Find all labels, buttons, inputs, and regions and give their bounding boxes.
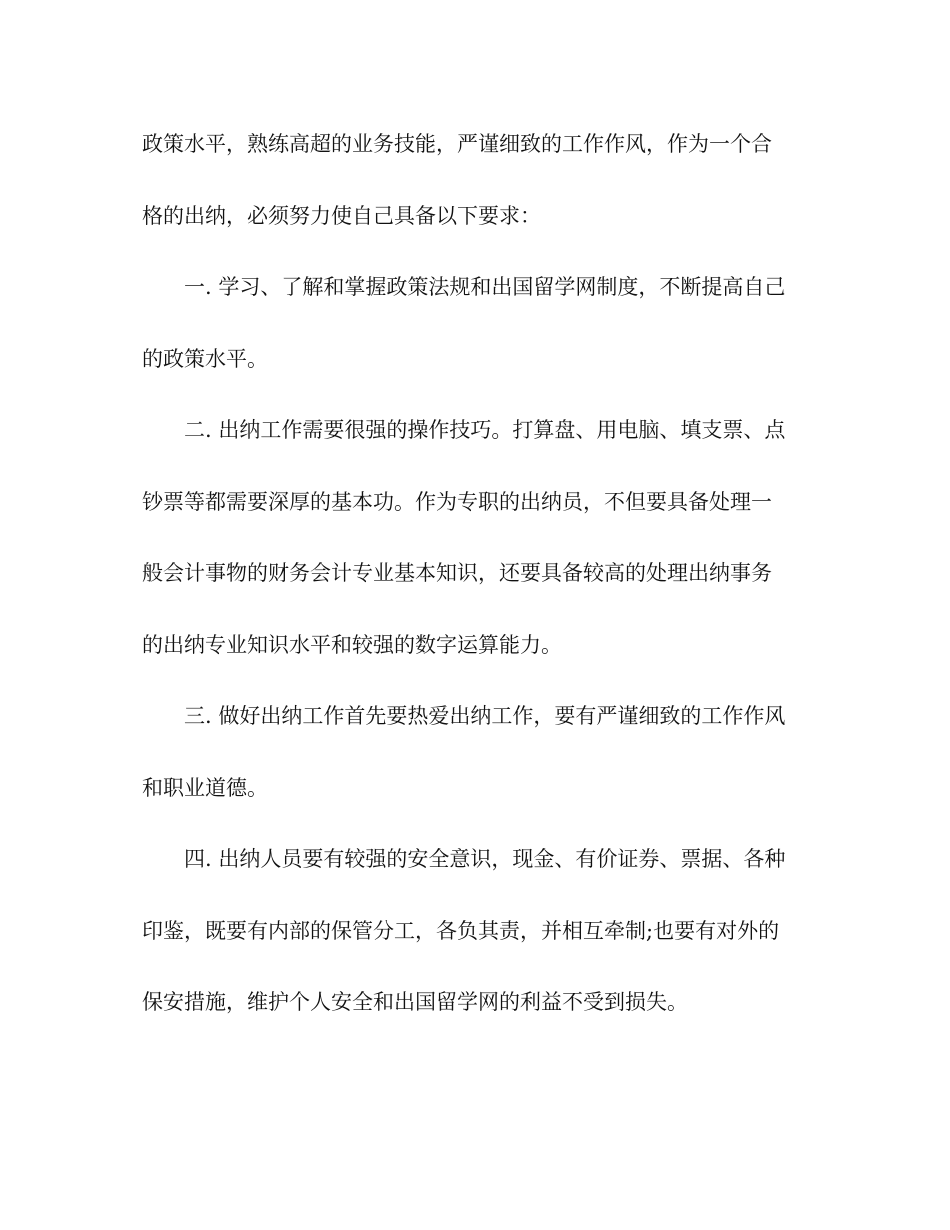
text-line: 四. 出纳人员要有较强的安全意识，现金、有价证券、票据、各种: [184, 847, 786, 871]
text-line: 保安措施，维护个人安全和出国留学网的利益不受到损失。: [142, 990, 688, 1014]
text-line: 政策水平，熟练高超的业务技能，严谨细致的工作作风，作为一个合: [142, 132, 772, 156]
text-line: 二. 出纳工作需要很强的操作技巧。打算盘、用电脑、填支票、点: [184, 418, 786, 442]
text-line: 钞票等都需要深厚的基本功。作为专职的出纳员，不但要具备处理一: [142, 489, 772, 514]
text-line: 的政策水平。: [142, 346, 268, 371]
text-line: 的出纳专业知识水平和较强的数字运算能力。: [142, 632, 562, 657]
text-line: 印鉴，既要有内部的保管分工，各负其责，并相互牵制;也要有对外的: [142, 918, 780, 943]
text-line: 一. 学习、了解和掌握政策法规和出国留学网制度，不断提高自己: [184, 275, 786, 299]
text-line: 三. 做好出纳工作首先要热爱出纳工作，要有严谨细致的工作作风: [184, 704, 786, 728]
text-line: 格的出纳，必须努力使自己具备以下要求：: [142, 203, 541, 228]
text-line: 和职业道德。: [142, 775, 268, 800]
body-text: [142, 120, 808, 1050]
text-line: 般会计事物的财务会计专业基本知识，还要具备较高的处理出纳事务: [142, 561, 772, 585]
